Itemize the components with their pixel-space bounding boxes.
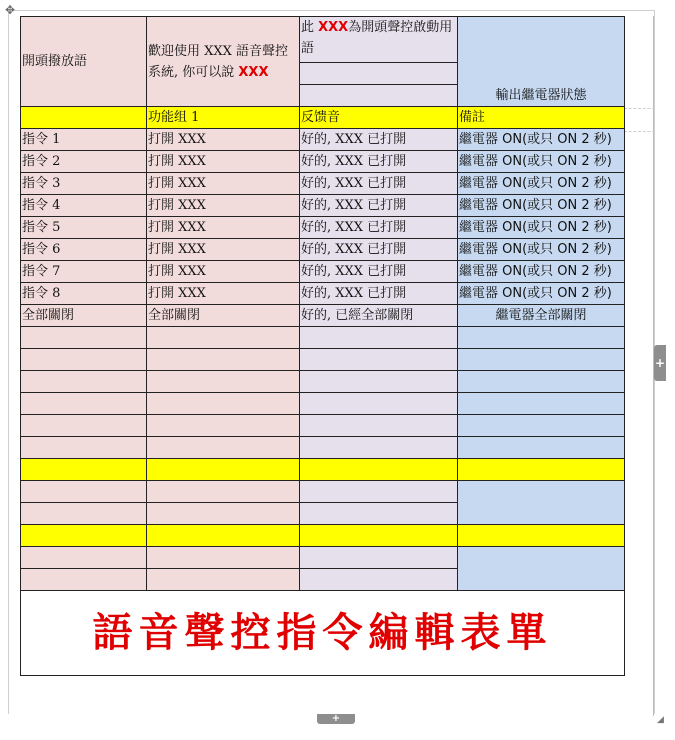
empty-cell[interactable] — [300, 85, 458, 107]
command-remark-cell[interactable] — [458, 129, 625, 151]
empty-cell[interactable] — [147, 415, 300, 437]
form-title: 語音聲控指令編輯表單 — [92, 609, 553, 656]
column-header-row — [21, 107, 625, 129]
greeting-label-cell[interactable] — [21, 17, 147, 107]
empty-cell[interactable] — [147, 371, 300, 393]
command-remark: 繼電器 ON(或只 ON 2 秒) — [459, 285, 612, 301]
command-action: 打開 XXX — [148, 241, 206, 257]
table-row — [21, 393, 625, 415]
empty-cell[interactable] — [21, 393, 147, 415]
header-row-1 — [21, 17, 625, 63]
all-off-action: 全部關閉 — [148, 307, 201, 323]
empty-cell[interactable] — [21, 327, 147, 349]
add-column-plus-icon[interactable]: + — [654, 345, 666, 381]
command-remark: 繼電器 ON(或只 ON 2 秒) — [459, 219, 612, 235]
empty-cell[interactable] — [300, 415, 458, 437]
command-name: 指令 8 — [22, 285, 61, 301]
command-name-cell[interactable] — [21, 129, 147, 151]
empty-cell[interactable] — [300, 327, 458, 349]
command-action-cell[interactable] — [147, 239, 300, 261]
command-remark-cell[interactable] — [458, 151, 625, 173]
command-action-cell[interactable] — [147, 261, 300, 283]
table-row — [21, 371, 625, 393]
table-row — [21, 239, 625, 261]
empty-cell[interactable] — [147, 569, 300, 591]
empty-cell[interactable] — [458, 437, 625, 459]
command-feedback-cell[interactable] — [300, 283, 458, 305]
welcome-text: 歡迎使用 XXX 語音聲控系統, 你可以說 — [148, 43, 289, 80]
feedback-header[interactable] — [300, 107, 458, 129]
empty-cell[interactable] — [21, 371, 147, 393]
empty-cell[interactable] — [147, 525, 300, 547]
empty-cell[interactable] — [300, 547, 458, 569]
command-remark-cell[interactable] — [458, 173, 625, 195]
yellow-separator-row — [21, 525, 625, 547]
command-action: 打開 XXX — [148, 175, 206, 191]
command-name: 指令 2 — [22, 153, 61, 169]
empty-cell[interactable] — [458, 459, 625, 481]
empty-cell[interactable] — [147, 349, 300, 371]
table-row — [21, 547, 625, 569]
empty-cell[interactable] — [300, 503, 458, 525]
resize-grip-icon[interactable]: ◢ — [657, 715, 664, 725]
empty-cell[interactable] — [21, 437, 147, 459]
command-remark: 繼電器 ON(或只 ON 2 秒) — [459, 153, 612, 169]
empty-cell[interactable] — [300, 63, 458, 85]
empty-cell[interactable] — [21, 459, 147, 481]
command-remark-cell[interactable] — [458, 239, 625, 261]
all-off-remark-cell[interactable] — [458, 305, 625, 327]
command-remark-cell[interactable] — [458, 283, 625, 305]
all-off-feedback: 好的, 已經全部關閉 — [301, 307, 414, 323]
command-feedback: 好的, XXX 已打開 — [301, 285, 407, 301]
command-remark: 繼電器 ON(或只 ON 2 秒) — [459, 263, 612, 279]
command-feedback-cell[interactable] — [300, 261, 458, 283]
command-action-cell[interactable] — [147, 195, 300, 217]
table-row — [21, 283, 625, 305]
command-action: 打開 XXX — [148, 285, 206, 301]
empty-cell[interactable] — [147, 503, 300, 525]
note-prefix: 此 — [301, 20, 319, 35]
note-highlight: XXX — [318, 20, 349, 35]
command-feedback: 好的, XXX 已打開 — [301, 153, 407, 169]
empty-cell[interactable] — [300, 525, 458, 547]
command-action-cell[interactable] — [147, 129, 300, 151]
note-suffix: 為開頭聲控啟動用語 — [301, 20, 453, 56]
empty-cell[interactable] — [21, 415, 147, 437]
command-feedback-cell[interactable] — [300, 173, 458, 195]
command-name-cell[interactable] — [21, 217, 147, 239]
welcome-message-cell[interactable] — [147, 17, 300, 107]
command-name: 指令 6 — [22, 241, 61, 257]
ghost-cell-outline — [624, 108, 655, 132]
relay-status-cell[interactable] — [458, 17, 625, 107]
empty-cell[interactable] — [300, 569, 458, 591]
table-row — [21, 217, 625, 239]
command-remark: 繼電器 ON(或只 ON 2 秒) — [459, 197, 612, 213]
command-name-cell[interactable] — [21, 283, 147, 305]
welcome-highlight: XXX — [238, 64, 269, 80]
empty-cell[interactable] — [458, 327, 625, 349]
empty-cell[interactable] — [147, 481, 300, 503]
command-name-cell[interactable] — [21, 239, 147, 261]
command-remark: 繼電器 ON(或只 ON 2 秒) — [459, 175, 612, 191]
relay-status-label: 輸出繼電器狀態 — [495, 88, 587, 103]
empty-cell[interactable] — [147, 437, 300, 459]
command-action: 打開 XXX — [148, 153, 206, 169]
command-feedback: 好的, XXX 已打開 — [301, 197, 407, 213]
empty-cell[interactable] — [300, 459, 458, 481]
table-row — [21, 195, 625, 217]
command-name-cell[interactable] — [21, 151, 147, 173]
table-row — [21, 129, 625, 151]
empty-cell[interactable] — [147, 327, 300, 349]
merged-empty-cell[interactable] — [458, 547, 625, 591]
empty-cell[interactable] — [300, 349, 458, 371]
empty-cell[interactable] — [147, 547, 300, 569]
table-row — [21, 327, 625, 349]
all-off-name-cell[interactable] — [21, 305, 147, 327]
empty-cell[interactable] — [21, 107, 147, 129]
command-feedback-cell[interactable] — [300, 129, 458, 151]
remark-label: 備註 — [459, 109, 486, 125]
form-title-cell[interactable] — [21, 591, 625, 676]
command-name: 指令 4 — [22, 197, 61, 213]
command-action-cell[interactable] — [147, 173, 300, 195]
add-row-plus-icon[interactable]: + — [317, 714, 355, 724]
table-move-handle-icon[interactable]: ✥ — [4, 3, 16, 17]
empty-cell[interactable] — [458, 415, 625, 437]
command-name: 指令 3 — [22, 175, 61, 191]
empty-cell[interactable] — [458, 393, 625, 415]
command-remark: 繼電器 ON(或只 ON 2 秒) — [459, 241, 612, 257]
empty-cell[interactable] — [147, 393, 300, 415]
empty-cell[interactable] — [21, 349, 147, 371]
command-table — [20, 16, 625, 676]
empty-cell[interactable] — [458, 371, 625, 393]
command-feedback-cell[interactable] — [300, 195, 458, 217]
all-off-remark: 繼電器全部關閉 — [495, 307, 587, 323]
empty-cell[interactable] — [21, 503, 147, 525]
empty-cell[interactable] — [458, 349, 625, 371]
empty-cell[interactable] — [300, 393, 458, 415]
wake-word-note-cell[interactable] — [300, 17, 458, 63]
table-row — [21, 173, 625, 195]
empty-cell[interactable] — [21, 569, 147, 591]
table-row — [21, 481, 625, 503]
command-feedback: 好的, XXX 已打開 — [301, 131, 407, 147]
command-action: 打開 XXX — [148, 197, 206, 213]
command-feedback: 好的, XXX 已打開 — [301, 175, 407, 191]
empty-cell[interactable] — [300, 481, 458, 503]
table-row — [21, 349, 625, 371]
empty-cell[interactable] — [21, 525, 147, 547]
empty-cell[interactable] — [458, 525, 625, 547]
command-name-cell[interactable] — [21, 195, 147, 217]
all-off-feedback-cell[interactable] — [300, 305, 458, 327]
command-remark-cell[interactable] — [458, 261, 625, 283]
feedback-label: 反馈音 — [301, 109, 341, 125]
command-action-cell[interactable] — [147, 217, 300, 239]
table-row — [21, 437, 625, 459]
command-action-cell[interactable] — [147, 283, 300, 305]
command-feedback-cell[interactable] — [300, 151, 458, 173]
command-name-cell[interactable] — [21, 173, 147, 195]
command-action: 打開 XXX — [148, 219, 206, 235]
command-action: 打開 XXX — [148, 263, 206, 279]
command-feedback: 好的, XXX 已打開 — [301, 241, 407, 257]
title-row — [21, 591, 625, 676]
empty-cell[interactable] — [21, 481, 147, 503]
command-name: 指令 5 — [22, 219, 61, 235]
command-name: 指令 1 — [22, 131, 61, 147]
greeting-label: 開頭撥放語 — [22, 53, 88, 69]
table-row — [21, 261, 625, 283]
command-remark: 繼電器 ON(或只 ON 2 秒) — [459, 131, 612, 147]
command-feedback: 好的, XXX 已打開 — [301, 263, 407, 279]
function-group-header[interactable] — [147, 107, 300, 129]
all-off-action-cell[interactable] — [147, 305, 300, 327]
all-off-row — [21, 305, 625, 327]
command-name: 指令 7 — [22, 263, 61, 279]
command-remark-cell[interactable] — [458, 195, 625, 217]
empty-cell[interactable] — [21, 547, 147, 569]
command-feedback-cell[interactable] — [300, 239, 458, 261]
all-off-name: 全部關閉 — [22, 307, 75, 323]
command-feedback: 好的, XXX 已打開 — [301, 219, 407, 235]
command-name-cell[interactable] — [21, 261, 147, 283]
table-row — [21, 415, 625, 437]
remark-header[interactable] — [458, 107, 625, 129]
yellow-separator-row — [21, 459, 625, 481]
command-action: 打開 XXX — [148, 131, 206, 147]
function-group-label: 功能组 1 — [148, 109, 200, 125]
command-action-cell[interactable] — [147, 151, 300, 173]
empty-cell[interactable] — [300, 371, 458, 393]
empty-cell[interactable] — [147, 459, 300, 481]
command-remark-cell[interactable] — [458, 217, 625, 239]
empty-cell[interactable] — [300, 437, 458, 459]
table-row — [21, 151, 625, 173]
merged-empty-cell[interactable] — [458, 481, 625, 525]
command-feedback-cell[interactable] — [300, 217, 458, 239]
